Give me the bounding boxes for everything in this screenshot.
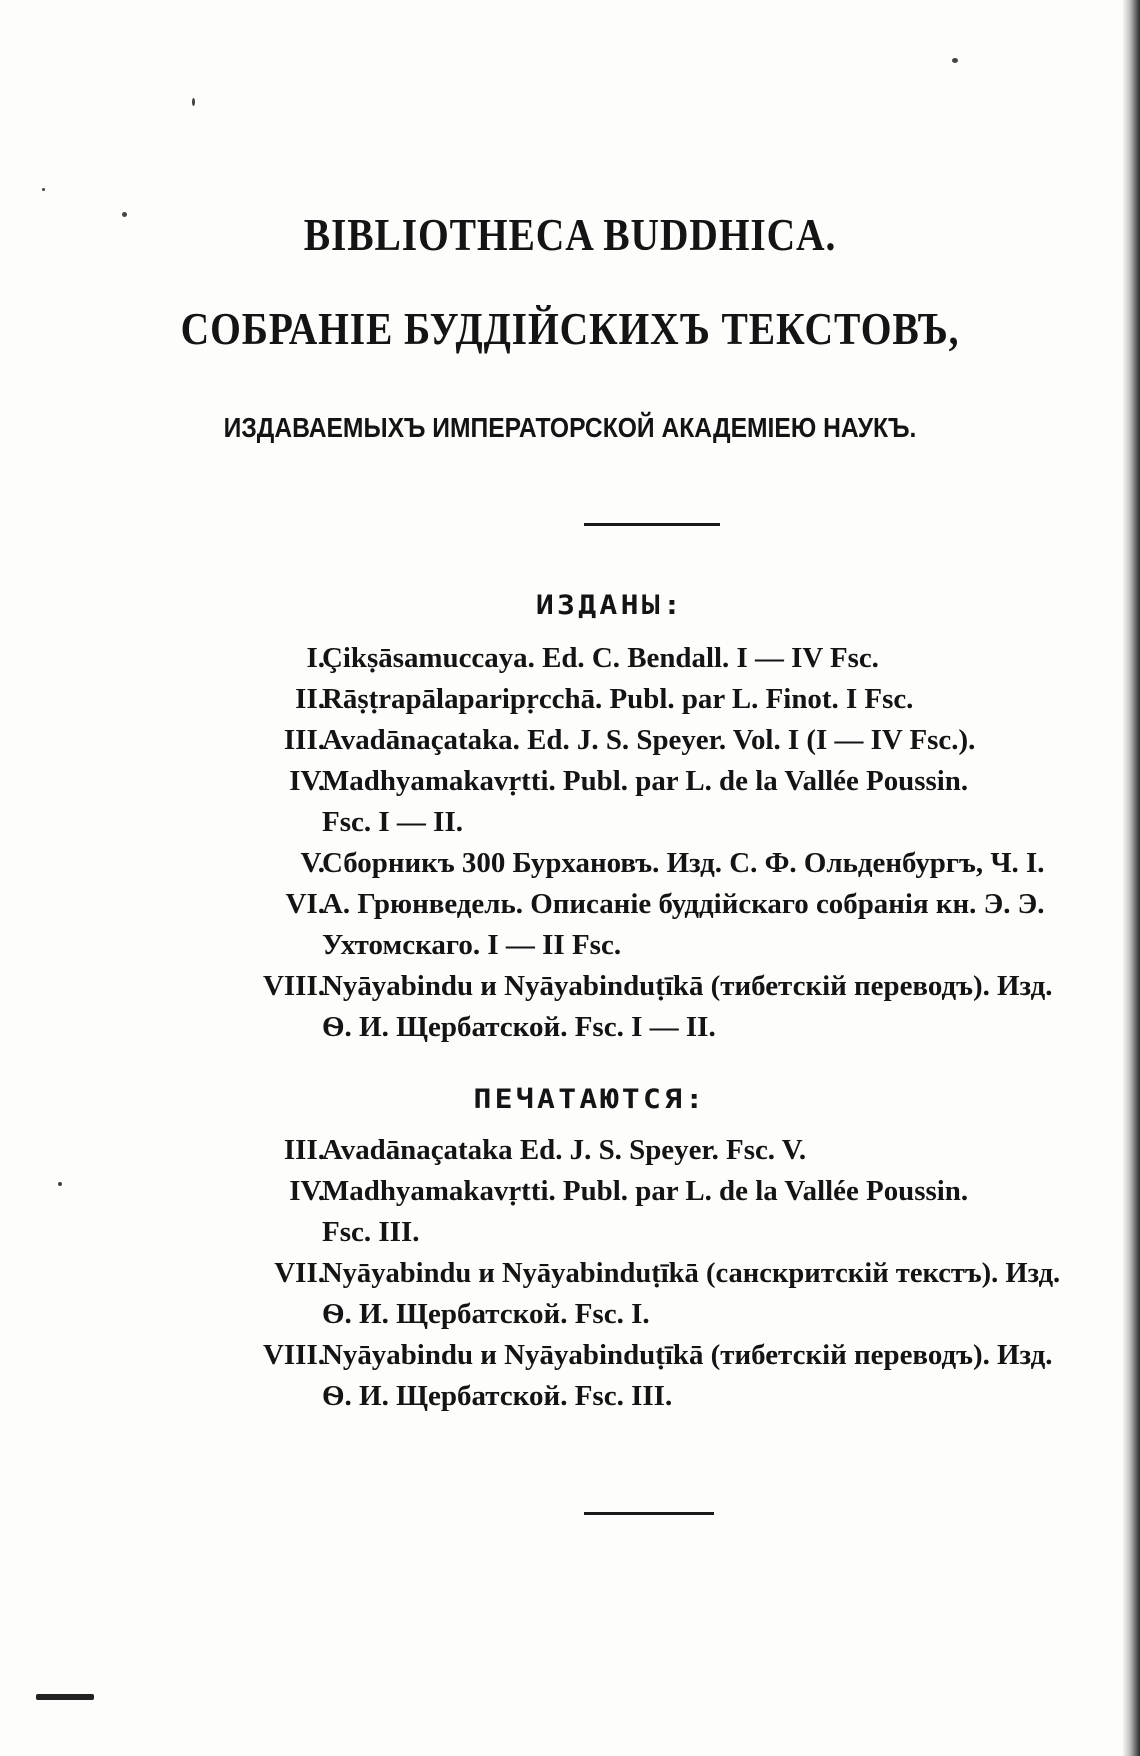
item-number: IV. bbox=[289, 1175, 325, 1207]
item-number: IV. bbox=[289, 765, 325, 797]
item-text: Nyāyabindu и Nyāyabinduṭīkā (тибетскій переводъ). Изд. bbox=[322, 1339, 1053, 1371]
item-text: Avadānaçataka Ed. J. S. Speyer. Fsc. V. bbox=[322, 1134, 807, 1166]
item-text: Rāṣṭrapālaparipṛcchā. Publ. par L. Finot. I Fsc. bbox=[322, 683, 914, 715]
section-heading-published: ИЗДАНЫ: bbox=[535, 590, 685, 621]
list-item bbox=[0, 761, 1140, 802]
divider-rule bbox=[584, 1512, 714, 1515]
speck bbox=[192, 98, 195, 106]
item-text: Madhyamakavṛtti. Publ. par L. de la Vallée Poussin. bbox=[322, 1175, 969, 1207]
item-text-continued: Ухтомскаго. I — II Fsc. bbox=[322, 929, 622, 961]
item-text: Nyāyabindu и Nyāyabinduṭīkā (тибетскій переводъ). Изд. bbox=[322, 970, 1053, 1002]
item-text: А. Грюнведель. Описаніе буддійскаго собранія кн. Э. Э. bbox=[322, 888, 1045, 920]
item-text-continued: Ѳ. И. Щербатской. Fsc. I. bbox=[322, 1298, 650, 1330]
published-list bbox=[0, 638, 1140, 1048]
item-number: II. bbox=[295, 683, 325, 715]
speck bbox=[952, 58, 958, 63]
item-number: III. bbox=[283, 1134, 325, 1166]
item-text: Сборникъ 300 Бурхановъ. Изд. С. Ф. Ольденбургъ, Ч. I. bbox=[322, 847, 1045, 879]
item-text-continued: Fsc. I — II. bbox=[322, 806, 463, 838]
speck bbox=[42, 188, 45, 191]
item-text: Madhyamakavṛtti. Publ. par L. de la Vallée Poussin. bbox=[322, 765, 969, 797]
list-item bbox=[0, 1130, 1140, 1171]
publisher-line: ИЗДАВАЕМЫХЪ ИМПЕРАТОРСКОЙ АКАДЕМІЕЮ НАУКЪ. bbox=[223, 412, 917, 443]
list-item-continuation bbox=[0, 925, 1140, 966]
item-number: V. bbox=[300, 847, 325, 879]
list-item bbox=[0, 679, 1140, 720]
in-print-list bbox=[0, 1130, 1140, 1417]
list-item-continuation bbox=[0, 1376, 1140, 1417]
item-number: VIII. bbox=[262, 970, 325, 1002]
list-item bbox=[0, 720, 1140, 761]
list-item bbox=[0, 966, 1140, 1007]
list-item bbox=[0, 638, 1140, 679]
item-text-continued: Fsc. III. bbox=[322, 1216, 420, 1248]
list-item bbox=[0, 843, 1140, 884]
series-subtitle: СОБРАНІЕ БУДДІЙСКИХЪ ТЕКСТОВЪ, bbox=[180, 303, 960, 354]
list-item bbox=[0, 884, 1140, 925]
list-item-continuation bbox=[0, 1294, 1140, 1335]
item-text: Çikṣāsamuccaya. Ed. C. Bendall. I — IV Fsc. bbox=[322, 642, 879, 674]
item-text-continued: Ѳ. И. Щербатской. Fsc. III. bbox=[322, 1380, 673, 1412]
item-number: VII. bbox=[274, 1257, 325, 1289]
section-heading-in-print: ПЕЧАТАЮТСЯ: bbox=[473, 1084, 707, 1115]
item-number: I. bbox=[306, 642, 325, 674]
ink-smudge bbox=[36, 1694, 94, 1700]
item-text: Nyāyabindu и Nyāyabinduṭīkā (санскритскій текстъ). Изд. bbox=[322, 1257, 1061, 1289]
list-item bbox=[0, 1335, 1140, 1376]
list-item-continuation bbox=[0, 1212, 1140, 1253]
list-item bbox=[0, 1171, 1140, 1212]
divider-rule bbox=[584, 523, 720, 526]
list-item-continuation bbox=[0, 1007, 1140, 1048]
series-title: BIBLIOTHECA BUDDHICA. bbox=[303, 209, 837, 260]
item-number: VI. bbox=[285, 888, 325, 920]
item-number: III. bbox=[283, 724, 325, 756]
item-text-continued: Ѳ. И. Щербатской. Fsc. I — II. bbox=[322, 1011, 716, 1043]
item-number: VIII. bbox=[262, 1339, 325, 1371]
list-item-continuation bbox=[0, 802, 1140, 843]
list-item bbox=[0, 1253, 1140, 1294]
item-text: Avadānaçataka. Ed. J. S. Speyer. Vol. I (I — IV Fsc.). bbox=[322, 724, 976, 756]
